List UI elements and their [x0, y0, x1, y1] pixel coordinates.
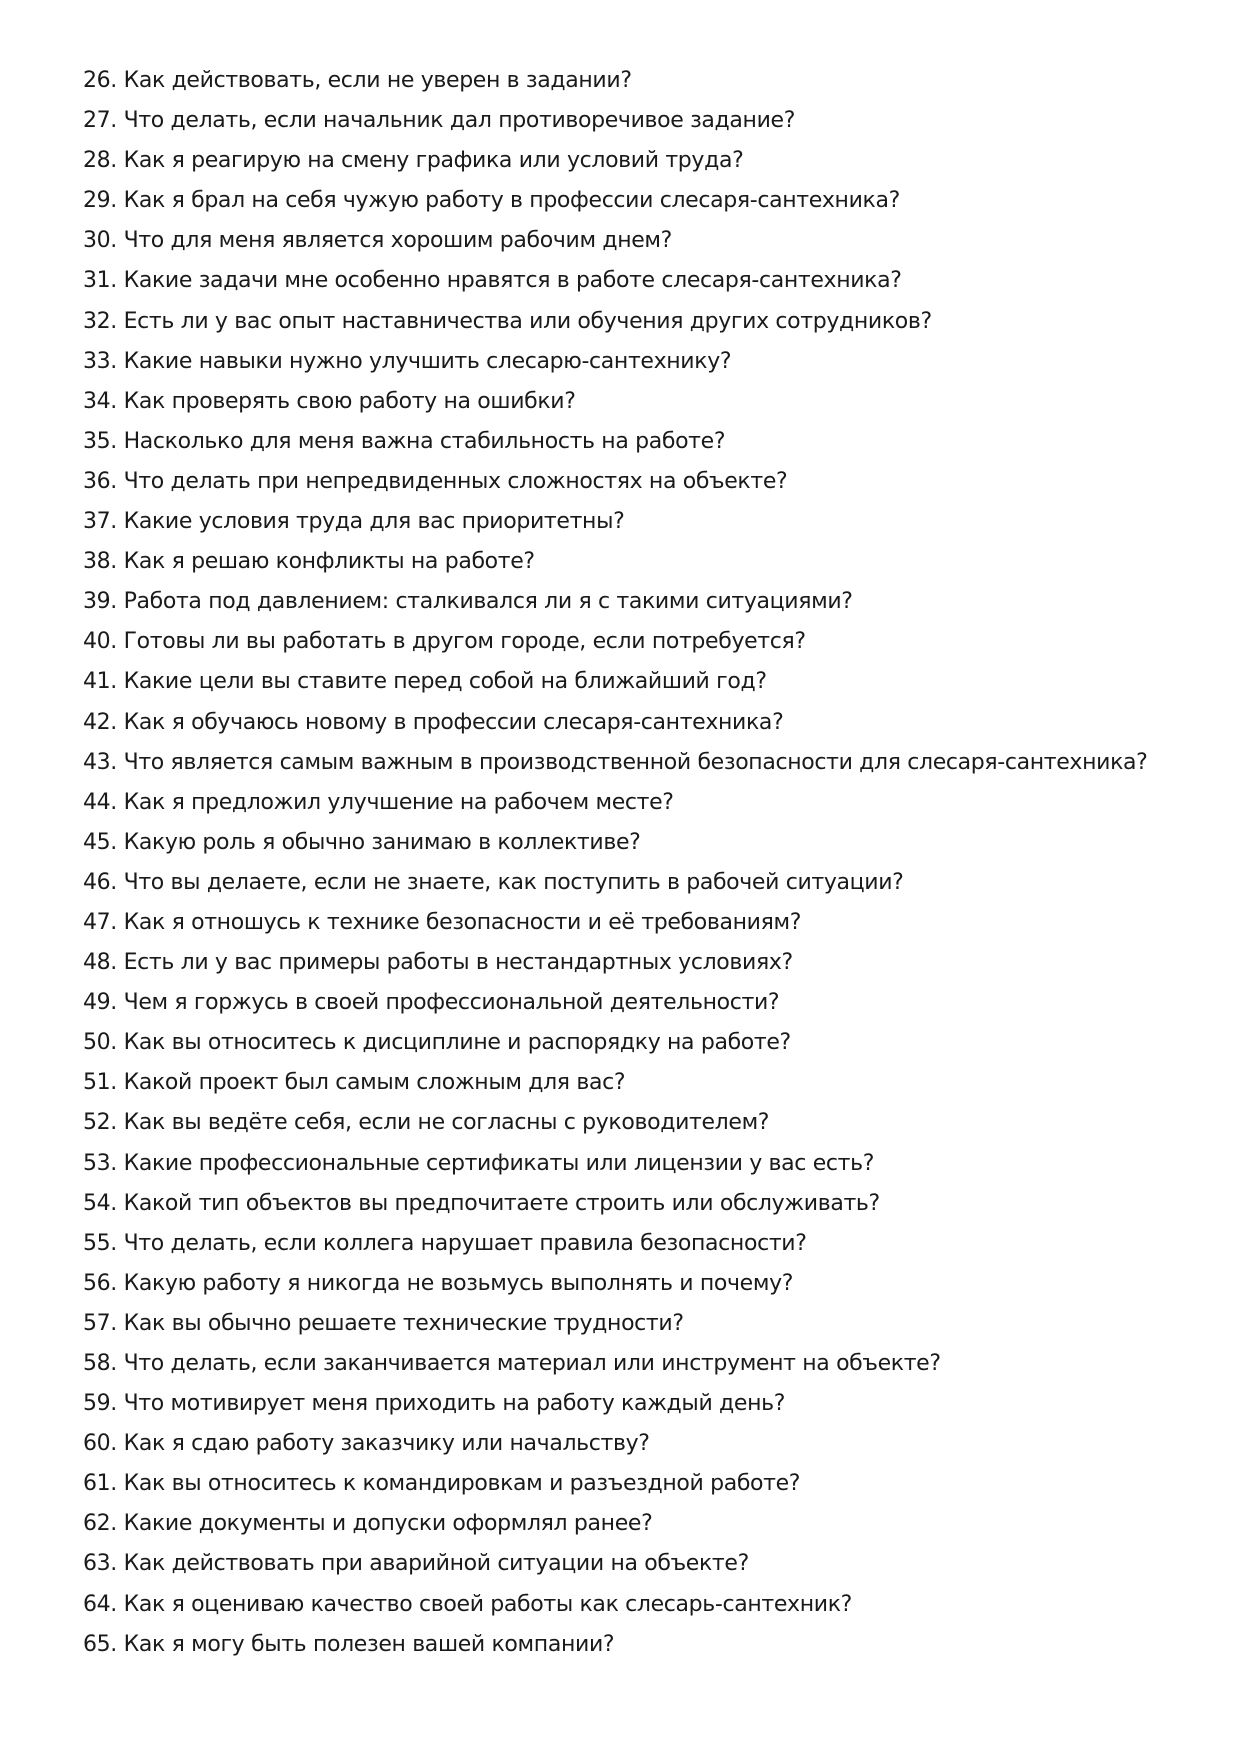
question-number: 43. — [83, 749, 117, 775]
question-number: 47. — [83, 909, 117, 935]
question-item — [83, 1264, 1203, 1304]
question-number: 62. — [83, 1511, 117, 1537]
question-text: Как я обучаюсь новому в профессии слесаря-сантехника? — [123, 709, 784, 735]
question-item — [83, 422, 1203, 462]
question-item — [83, 462, 1203, 502]
question-text: Какую работу я никогда не возьмусь выполнять и почему? — [123, 1270, 794, 1296]
question-item — [83, 1625, 1203, 1665]
question-item — [83, 903, 1203, 943]
question-text: Как вы обычно решаете технические трудности? — [123, 1310, 684, 1336]
question-text: Какие документы и допуски оформлял ранее? — [123, 1511, 653, 1537]
question-item — [83, 743, 1203, 783]
question-item — [83, 1344, 1203, 1384]
question-number: 60. — [83, 1431, 117, 1457]
question-number: 44. — [83, 789, 117, 815]
question-number: 51. — [83, 1070, 117, 1096]
question-text: Что для меня является хорошим рабочим днем? — [123, 228, 672, 254]
question-text: Какую роль я обычно занимаю в коллективе? — [123, 829, 641, 855]
question-number: 27. — [83, 108, 117, 134]
question-text: Какие условия труда для вас приоритетны? — [123, 509, 625, 535]
question-number: 29. — [83, 188, 117, 214]
question-item — [83, 662, 1203, 702]
question-item — [83, 1184, 1203, 1224]
question-item — [83, 1504, 1203, 1544]
question-number: 42. — [83, 709, 117, 735]
question-text: Как действовать при аварийной ситуации на объекте? — [123, 1551, 749, 1577]
question-number: 45. — [83, 829, 117, 855]
question-item — [83, 1023, 1203, 1063]
question-number: 35. — [83, 428, 117, 454]
question-text: Какие задачи мне особенно нравятся в работе слесаря-сантехника? — [123, 268, 902, 294]
question-text: Как я брал на себя чужую работу в профессии слесаря-сантехника? — [123, 188, 900, 214]
question-text: Как вы относитесь к дисциплине и распорядку на работе? — [123, 1030, 791, 1056]
question-item — [83, 302, 1203, 342]
question-item — [83, 1424, 1203, 1464]
question-item — [83, 1384, 1203, 1424]
question-number: 57. — [83, 1310, 117, 1336]
question-number: 54. — [83, 1190, 117, 1216]
question-item — [83, 943, 1203, 983]
question-number: 53. — [83, 1150, 117, 1176]
question-number: 39. — [83, 589, 117, 615]
question-item — [83, 1103, 1203, 1143]
question-text: Какой тип объектов вы предпочитаете строить или обслуживать? — [123, 1190, 880, 1216]
question-item — [83, 1464, 1203, 1504]
question-text: Как проверять свою работу на ошибки? — [123, 388, 576, 414]
question-number: 46. — [83, 869, 117, 895]
question-item — [83, 1063, 1203, 1103]
question-text: Работа под давлением: сталкивался ли я с такими ситуациями? — [123, 589, 853, 615]
question-number: 52. — [83, 1110, 117, 1136]
question-item — [83, 1585, 1203, 1625]
question-item — [83, 1544, 1203, 1584]
question-item — [83, 141, 1203, 181]
question-number: 64. — [83, 1591, 117, 1617]
question-number: 49. — [83, 990, 117, 1016]
question-text: Как действовать, если не уверен в задании? — [123, 68, 632, 93]
question-number: 30. — [83, 228, 117, 254]
question-text: Готовы ли вы работать в другом городе, если потребуется? — [123, 629, 806, 655]
question-text: Как я отношусь к технике безопасности и её требованиям? — [123, 909, 802, 935]
question-item — [83, 1144, 1203, 1184]
question-number: 55. — [83, 1230, 117, 1256]
question-number: 56. — [83, 1270, 117, 1296]
question-text: Что делать при непредвиденных сложностях на объекте? — [123, 468, 788, 494]
question-number: 41. — [83, 669, 117, 695]
question-number: 61. — [83, 1471, 117, 1497]
question-text: Чем я горжусь в своей профессиональной деятельности? — [123, 990, 780, 1016]
question-item — [83, 783, 1203, 823]
question-text: Как вы ведёте себя, если не согласны с руководителем? — [123, 1110, 770, 1136]
question-item — [83, 181, 1203, 221]
question-text: Какие цели вы ставите перед собой на ближайший год? — [123, 669, 767, 695]
question-number: 31. — [83, 268, 117, 294]
question-text: Есть ли у вас примеры работы в нестандартных условиях? — [123, 950, 793, 976]
question-number: 58. — [83, 1351, 117, 1376]
question-number: 59. — [83, 1391, 117, 1417]
question-text: Что делать, если коллега нарушает правила безопасности? — [123, 1230, 807, 1256]
question-number: 48. — [83, 950, 117, 976]
question-text: Какие профессиональные сертификаты или лицензии у вас есть? — [123, 1150, 875, 1176]
question-number: 63. — [83, 1551, 117, 1577]
question-item — [83, 703, 1203, 743]
question-number: 26. — [83, 68, 117, 93]
question-text: Какой проект был самым сложным для вас? — [123, 1070, 626, 1096]
question-text: Как вы относитесь к командировкам и разъездной работе? — [123, 1471, 801, 1497]
question-text: Что является самым важным в производственной безопасности для слесаря-сантехника? — [123, 749, 1148, 775]
question-number: 28. — [83, 148, 117, 174]
question-text: Как я реагирую на смену графика или условий труда? — [123, 148, 744, 174]
question-item — [83, 382, 1203, 422]
question-text: Как я могу быть полезен вашей компании? — [123, 1631, 615, 1657]
question-number: 37. — [83, 509, 117, 535]
question-number: 32. — [83, 308, 117, 334]
question-text: Как я предложил улучшение на рабочем месте? — [123, 789, 674, 815]
question-number: 36. — [83, 468, 117, 494]
question-text: Есть ли у вас опыт наставничества или обучения других сотрудников? — [123, 308, 932, 334]
question-list — [83, 61, 1203, 1665]
question-text: Что делать, если начальник дал противоречивое задание? — [123, 108, 796, 134]
question-text: Какие навыки нужно улучшить слесарю-сантехнику? — [123, 348, 732, 374]
question-number: 38. — [83, 549, 117, 575]
question-item — [83, 502, 1203, 542]
question-text: Что мотивирует меня приходить на работу каждый день? — [123, 1391, 786, 1417]
question-number: 50. — [83, 1030, 117, 1056]
question-item — [83, 261, 1203, 301]
question-item — [83, 1304, 1203, 1344]
question-text: Что делать, если заканчивается материал или инструмент на объекте? — [123, 1351, 941, 1376]
question-item — [83, 61, 1203, 101]
question-item — [83, 342, 1203, 382]
question-item — [83, 863, 1203, 903]
question-text: Как я сдаю работу заказчику или начальству? — [123, 1431, 650, 1457]
question-text: Как я решаю конфликты на работе? — [123, 549, 535, 575]
question-item — [83, 1224, 1203, 1264]
question-text: Что вы делаете, если не знаете, как поступить в рабочей ситуации? — [123, 869, 904, 895]
question-item — [83, 221, 1203, 261]
question-item — [83, 101, 1203, 141]
question-text: Как я оцениваю качество своей работы как слесарь-сантехник? — [123, 1591, 852, 1617]
question-item — [83, 542, 1203, 582]
question-number: 65. — [83, 1631, 117, 1657]
question-item — [83, 582, 1203, 622]
question-item — [83, 983, 1203, 1023]
question-text: Насколько для меня важна стабильность на работе? — [123, 428, 726, 454]
question-number: 33. — [83, 348, 117, 374]
question-number: 40. — [83, 629, 117, 655]
question-number: 34. — [83, 388, 117, 414]
question-item — [83, 823, 1203, 863]
question-item — [83, 622, 1203, 662]
